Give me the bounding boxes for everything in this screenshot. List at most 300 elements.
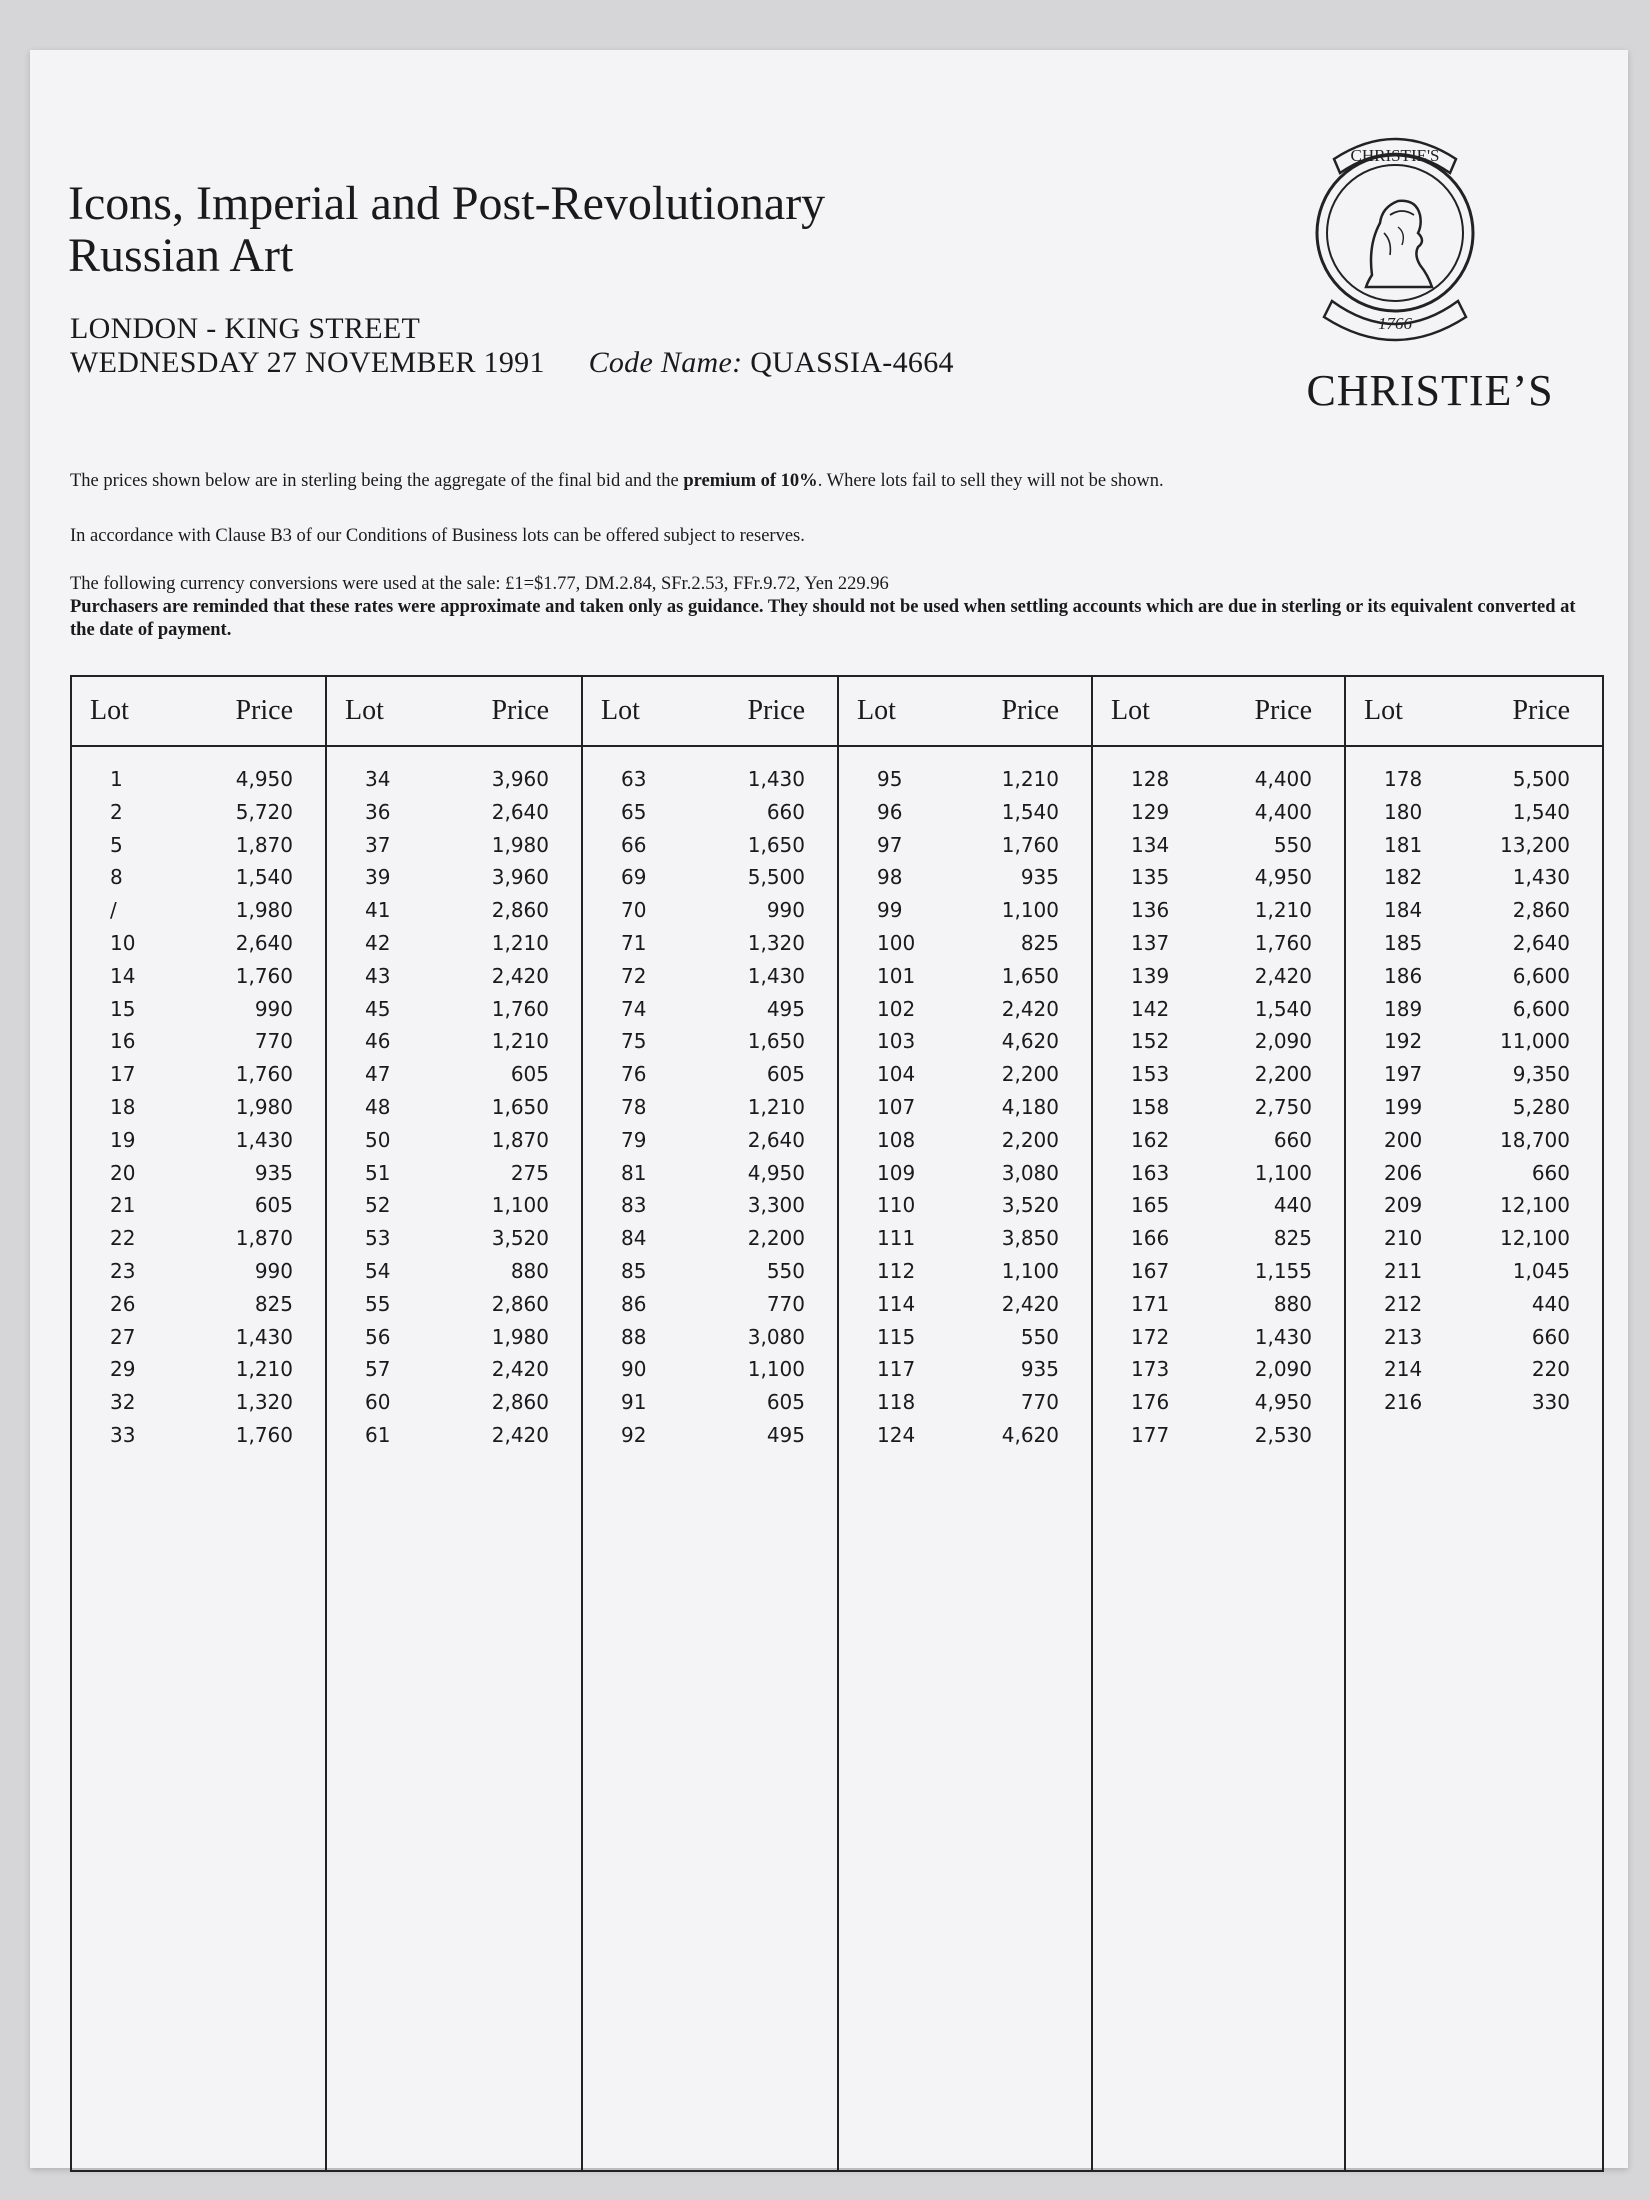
table-row <box>1346 1292 1602 1325</box>
table-row <box>327 865 581 898</box>
results-sheet <box>30 50 1628 2168</box>
lot-number: 86 <box>621 1291 647 1316</box>
lot-number: 53 <box>365 1226 391 1251</box>
table-row <box>327 833 581 866</box>
lot-number: 70 <box>621 898 647 923</box>
table-row <box>583 1292 837 1325</box>
table-row <box>1346 800 1602 833</box>
lot-number: 100 <box>877 930 916 955</box>
lot-number: 21 <box>110 1193 136 1218</box>
table-row <box>327 1226 581 1259</box>
lot-price: 4,950 <box>747 1160 805 1185</box>
table-row <box>839 1226 1091 1259</box>
lot-price: 825 <box>1020 930 1059 955</box>
lot-number: 32 <box>110 1390 136 1415</box>
lot-price: 4,950 <box>1254 1390 1312 1415</box>
lot-number: 78 <box>621 1094 647 1119</box>
lot-price: 4,950 <box>235 767 293 791</box>
table-row <box>327 1357 581 1390</box>
table-row <box>1093 1128 1344 1161</box>
column-rows <box>1093 767 1344 1456</box>
lot-number: 54 <box>365 1258 391 1283</box>
lot-price: 1,430 <box>1254 1324 1312 1349</box>
lot-number: 158 <box>1131 1094 1170 1119</box>
table-row <box>1346 997 1602 1030</box>
table-row <box>327 1062 581 1095</box>
lot-number: 66 <box>621 832 647 857</box>
table-row <box>1093 1193 1344 1226</box>
table-row <box>1093 1357 1344 1390</box>
table-row <box>327 1390 581 1423</box>
lot-price: 1,100 <box>491 1193 549 1218</box>
table-row <box>1346 1259 1602 1292</box>
table-row <box>72 800 325 833</box>
christies-logo <box>1306 115 1554 415</box>
table-row <box>1093 833 1344 866</box>
lot-price: 2,200 <box>1001 1127 1059 1152</box>
table-row <box>1093 1292 1344 1325</box>
lot-price: 13,200 <box>1500 832 1570 857</box>
lot-price: 4,620 <box>1001 1029 1059 1054</box>
lot-price: 2,860 <box>491 1291 549 1316</box>
table-row <box>839 800 1091 833</box>
lot-price: 605 <box>766 1062 805 1087</box>
table-row <box>583 1357 837 1390</box>
lot-number: 34 <box>365 767 391 791</box>
table-row <box>72 898 325 931</box>
table-row <box>72 1029 325 1062</box>
table-row <box>72 1226 325 1259</box>
lot-number: 96 <box>877 799 903 824</box>
lot-price: 2,420 <box>1001 1291 1059 1316</box>
lot-number: 197 <box>1384 1062 1423 1087</box>
lot-price: 1,870 <box>235 1226 293 1251</box>
column-rows <box>839 767 1091 1456</box>
lot-number: 111 <box>877 1226 916 1251</box>
lot-price: 1,100 <box>1001 1258 1059 1283</box>
table-row <box>839 767 1091 800</box>
lot-price: 5,500 <box>1512 767 1570 791</box>
lot-number: 71 <box>621 930 647 955</box>
price-header: Price <box>235 695 293 726</box>
lot-number: 36 <box>365 799 391 824</box>
lot-number: 33 <box>110 1422 136 1447</box>
lot-number: 41 <box>365 898 391 923</box>
lot-price: 11,000 <box>1500 1029 1570 1054</box>
lot-number: 185 <box>1384 930 1423 955</box>
lot-price: 2,420 <box>491 963 549 988</box>
lot-price: 4,400 <box>1254 767 1312 791</box>
lot-header: Lot <box>1111 695 1150 726</box>
lot-number: 134 <box>1131 832 1170 857</box>
lot-header: Lot <box>601 695 640 726</box>
lot-number: 136 <box>1131 898 1170 923</box>
lot-number: 209 <box>1384 1193 1423 1218</box>
table-row <box>583 1128 837 1161</box>
lot-number: 81 <box>621 1160 647 1185</box>
column-header <box>839 675 1091 743</box>
lot-number: 118 <box>877 1390 916 1415</box>
table-row <box>839 833 1091 866</box>
column-rows <box>327 767 581 1456</box>
lot-price: 605 <box>766 1390 805 1415</box>
price-header: Price <box>1001 695 1059 726</box>
lot-price: 1,980 <box>235 898 293 923</box>
table-row <box>583 1390 837 1423</box>
table-row <box>583 1062 837 1095</box>
lot-price: 550 <box>766 1258 805 1283</box>
lot-number: 171 <box>1131 1291 1170 1316</box>
lot-price: 12,100 <box>1500 1193 1570 1218</box>
column-rows <box>583 767 837 1456</box>
lot-number: 52 <box>365 1193 391 1218</box>
lot-number: 152 <box>1131 1029 1170 1054</box>
lot-number: 39 <box>365 865 391 890</box>
table-row <box>72 997 325 1030</box>
lot-price: 1,650 <box>1001 963 1059 988</box>
lot-price: 1,210 <box>491 1029 549 1054</box>
lot-number: 2 <box>110 799 123 824</box>
lot-number: 189 <box>1384 996 1423 1021</box>
lot-price: 1,760 <box>1254 930 1312 955</box>
sale-date: WEDNESDAY 27 NOVEMBER 1991 <box>70 346 545 379</box>
lot-number: 56 <box>365 1324 391 1349</box>
lot-number: 192 <box>1384 1029 1423 1054</box>
lot-number: 114 <box>877 1291 916 1316</box>
table-row <box>72 1161 325 1194</box>
lot-number: 99 <box>877 898 903 923</box>
column-rows <box>72 767 325 1456</box>
column-header <box>1093 675 1344 743</box>
table-row <box>839 1259 1091 1292</box>
table-row <box>72 1095 325 1128</box>
lot-price: 2,090 <box>1254 1029 1312 1054</box>
table-row <box>839 964 1091 997</box>
lot-header: Lot <box>345 695 384 726</box>
lot-number: 101 <box>877 963 916 988</box>
lot-number: 48 <box>365 1094 391 1119</box>
table-row <box>72 1292 325 1325</box>
sale-title-line2: Russian Art <box>68 229 294 282</box>
column-header <box>327 675 581 743</box>
table-row <box>72 1423 325 1456</box>
currency-note <box>70 573 1600 642</box>
lot-header: Lot <box>90 695 129 726</box>
lot-number: 109 <box>877 1160 916 1185</box>
table-row <box>327 1029 581 1062</box>
lot-number: 46 <box>365 1029 391 1054</box>
table-row <box>327 1161 581 1194</box>
lot-price: 2,420 <box>1001 996 1059 1021</box>
lot-number: 176 <box>1131 1390 1170 1415</box>
lot-number: 117 <box>877 1357 916 1382</box>
lot-price: 5,720 <box>235 799 293 824</box>
lot-number: 17 <box>110 1062 136 1087</box>
table-row <box>1093 1390 1344 1423</box>
lot-number: 51 <box>365 1160 391 1185</box>
lot-price: 2,420 <box>491 1422 549 1447</box>
lot-number: 199 <box>1384 1094 1423 1119</box>
lot-price: 3,080 <box>1001 1160 1059 1185</box>
lot-price: 1,870 <box>491 1127 549 1152</box>
lot-price: 275 <box>510 1160 549 1185</box>
lot-price: 1,320 <box>747 930 805 955</box>
lot-price: 495 <box>766 1422 805 1447</box>
table-row <box>1093 997 1344 1030</box>
lot-number: 163 <box>1131 1160 1170 1185</box>
lot-price: 605 <box>254 1193 293 1218</box>
lot-price: 550 <box>1273 832 1312 857</box>
table-row <box>839 865 1091 898</box>
premium-note-b: premium of 10% <box>683 471 818 491</box>
lot-price: 770 <box>766 1291 805 1316</box>
lot-price: 1,430 <box>747 963 805 988</box>
lot-price: 3,960 <box>491 767 549 791</box>
table-row <box>1093 1226 1344 1259</box>
lot-price: 2,860 <box>491 1390 549 1415</box>
lot-number: 216 <box>1384 1390 1423 1415</box>
lot-number: 69 <box>621 865 647 890</box>
lot-price: 1,320 <box>235 1390 293 1415</box>
table-row <box>72 865 325 898</box>
lot-number: 153 <box>1131 1062 1170 1087</box>
lot-price: 660 <box>1531 1324 1570 1349</box>
lot-price: 2,200 <box>1001 1062 1059 1087</box>
lot-number: 45 <box>365 996 391 1021</box>
table-row <box>583 1226 837 1259</box>
lot-price: 880 <box>1273 1291 1312 1316</box>
lot-price: 9,350 <box>1512 1062 1570 1087</box>
lot-header: Lot <box>857 695 896 726</box>
lot-number: 200 <box>1384 1127 1423 1152</box>
logo-ribbon-top: CHRISTIE'S <box>1350 146 1440 165</box>
lot-number: 20 <box>110 1160 136 1185</box>
lot-price: 6,600 <box>1512 963 1570 988</box>
lot-price: 1,210 <box>235 1357 293 1382</box>
guidance-note: Purchasers are reminded that these rates were approximate and taken only as guidance. They should not be used when settling accounts which are due in sterling or its equivalent converted at the date of payment. <box>70 597 1576 640</box>
lot-price: 1,760 <box>235 1062 293 1087</box>
lot-price: 1,650 <box>747 1029 805 1054</box>
lot-number: 214 <box>1384 1357 1423 1382</box>
lot-price: 2,530 <box>1254 1422 1312 1447</box>
lot-number: 108 <box>877 1127 916 1152</box>
lot-price: 1,430 <box>235 1324 293 1349</box>
lot-price: 2,420 <box>1254 963 1312 988</box>
lot-number: 107 <box>877 1094 916 1119</box>
lot-price: 1,540 <box>235 865 293 890</box>
lot-price: 4,400 <box>1254 799 1312 824</box>
table-row <box>1346 964 1602 997</box>
price-header: Price <box>1512 695 1570 726</box>
lot-number: 60 <box>365 1390 391 1415</box>
table-row <box>1346 1390 1602 1423</box>
lot-price: 1,100 <box>747 1357 805 1382</box>
christies-seal-icon <box>1310 115 1480 355</box>
lot-number: 50 <box>365 1127 391 1152</box>
price-header: Price <box>747 695 805 726</box>
lot-price: 330 <box>1531 1390 1570 1415</box>
lot-price: 1,760 <box>491 996 549 1021</box>
lot-price: 2,860 <box>491 898 549 923</box>
lot-price: 2,640 <box>491 799 549 824</box>
lot-number: 166 <box>1131 1226 1170 1251</box>
lot-price: 1,540 <box>1512 799 1570 824</box>
code-name-label: Code Name: <box>588 346 743 379</box>
lot-price: 3,960 <box>491 865 549 890</box>
table-row <box>1346 865 1602 898</box>
lot-price: 2,420 <box>491 1357 549 1382</box>
table-row <box>583 800 837 833</box>
lot-price: 550 <box>1020 1324 1059 1349</box>
sale-date-line <box>70 346 954 380</box>
table-row <box>1093 1325 1344 1358</box>
lot-number: 43 <box>365 963 391 988</box>
table-row <box>1346 1325 1602 1358</box>
lot-price: 18,700 <box>1500 1127 1570 1152</box>
lot-price: 1,980 <box>235 1094 293 1119</box>
column-header <box>72 675 325 743</box>
table-row <box>327 1423 581 1456</box>
table-row <box>1346 1095 1602 1128</box>
lot-number: 98 <box>877 865 903 890</box>
lot-price: 2,200 <box>1254 1062 1312 1087</box>
lot-number: 177 <box>1131 1422 1170 1447</box>
lot-price: 1,430 <box>747 767 805 791</box>
lot-price: 1,210 <box>747 1094 805 1119</box>
table-row <box>327 1095 581 1128</box>
lot-number: 212 <box>1384 1291 1423 1316</box>
lot-number: 74 <box>621 996 647 1021</box>
lot-number: 18 <box>110 1094 136 1119</box>
lot-price: 3,520 <box>1001 1193 1059 1218</box>
christies-brand: CHRISTIE’S <box>1306 366 1554 415</box>
lot-price: 3,520 <box>491 1226 549 1251</box>
table-row <box>1093 865 1344 898</box>
lot-price: 1,760 <box>1001 832 1059 857</box>
table-row <box>1093 800 1344 833</box>
lot-price: 3,080 <box>747 1324 805 1349</box>
lot-number: 55 <box>365 1291 391 1316</box>
lot-price: 2,640 <box>747 1127 805 1152</box>
table-row <box>583 1259 837 1292</box>
table-row <box>839 1193 1091 1226</box>
table-row <box>839 1161 1091 1194</box>
lot-price: 825 <box>1273 1226 1312 1251</box>
lot-number: 27 <box>110 1324 136 1349</box>
lot-price: 440 <box>1531 1291 1570 1316</box>
lot-price: 770 <box>1020 1390 1059 1415</box>
table-row <box>583 898 837 931</box>
lot-price: 1,980 <box>491 1324 549 1349</box>
lot-number: 210 <box>1384 1226 1423 1251</box>
table-row <box>839 1292 1091 1325</box>
table-row <box>583 833 837 866</box>
lot-price: 1,100 <box>1254 1160 1312 1185</box>
table-row <box>1346 931 1602 964</box>
lot-number: 135 <box>1131 865 1170 890</box>
table-row <box>72 1325 325 1358</box>
lot-number: 85 <box>621 1258 647 1283</box>
price-header: Price <box>1254 695 1312 726</box>
lot-number: 173 <box>1131 1357 1170 1382</box>
lot-price: 5,500 <box>747 865 805 890</box>
table-row <box>72 964 325 997</box>
table-row <box>839 1095 1091 1128</box>
table-row <box>1346 1062 1602 1095</box>
table-row <box>1346 1029 1602 1062</box>
table-row <box>72 931 325 964</box>
lot-price: 2,640 <box>1512 930 1570 955</box>
lot-number: 213 <box>1384 1324 1423 1349</box>
lot-number: 97 <box>877 832 903 857</box>
table-row <box>839 1062 1091 1095</box>
lot-price: 1,430 <box>1512 865 1570 890</box>
premium-note <box>70 470 1164 493</box>
lot-price: 4,180 <box>1001 1094 1059 1119</box>
lot-number: 15 <box>110 996 136 1021</box>
table-row <box>1093 898 1344 931</box>
table-row <box>1093 1095 1344 1128</box>
lot-price: 1,210 <box>1001 767 1059 791</box>
table-row <box>583 1161 837 1194</box>
lot-number: 92 <box>621 1422 647 1447</box>
table-row <box>583 865 837 898</box>
lot-number: 206 <box>1384 1160 1423 1185</box>
table-row <box>1346 1193 1602 1226</box>
table-row <box>583 1095 837 1128</box>
lot-price: 3,850 <box>1001 1226 1059 1251</box>
table-row <box>1093 1029 1344 1062</box>
lot-price: 4,620 <box>1001 1422 1059 1447</box>
table-row <box>72 1390 325 1423</box>
lot-number: 115 <box>877 1324 916 1349</box>
lot-price: 2,750 <box>1254 1094 1312 1119</box>
lot-number: 76 <box>621 1062 647 1087</box>
table-row <box>839 1128 1091 1161</box>
table-row <box>72 1357 325 1390</box>
lot-price: 660 <box>1273 1127 1312 1152</box>
lot-number: 88 <box>621 1324 647 1349</box>
lot-price: 825 <box>254 1291 293 1316</box>
table-row <box>583 1193 837 1226</box>
lot-number: 42 <box>365 930 391 955</box>
lot-number: 167 <box>1131 1258 1170 1283</box>
table-row <box>1346 833 1602 866</box>
logo-ribbon-bottom: 1766 <box>1378 314 1412 333</box>
table-row <box>1346 1226 1602 1259</box>
table-row <box>583 931 837 964</box>
table-row <box>839 1357 1091 1390</box>
lot-number: 14 <box>110 963 136 988</box>
table-row <box>839 898 1091 931</box>
table-row <box>1093 1062 1344 1095</box>
lot-number: 57 <box>365 1357 391 1382</box>
lot-number: 10 <box>110 930 136 955</box>
lot-price: 1,430 <box>235 1127 293 1152</box>
lot-number: 16 <box>110 1029 136 1054</box>
table-row <box>1093 767 1344 800</box>
column-header <box>1346 675 1602 743</box>
currency-rates: The following currency conversions were used at the sale: £1=$1.77, DM.2.84, SFr.2.53, FFr.9.72, Yen 229.96 <box>70 574 889 594</box>
lot-price: 4,950 <box>1254 865 1312 890</box>
table-row <box>583 997 837 1030</box>
lot-number: 26 <box>110 1291 136 1316</box>
table-row <box>1093 1259 1344 1292</box>
lot-number: 95 <box>877 767 903 791</box>
lot-number: 23 <box>110 1258 136 1283</box>
table-row <box>1346 767 1602 800</box>
table-row <box>839 1325 1091 1358</box>
